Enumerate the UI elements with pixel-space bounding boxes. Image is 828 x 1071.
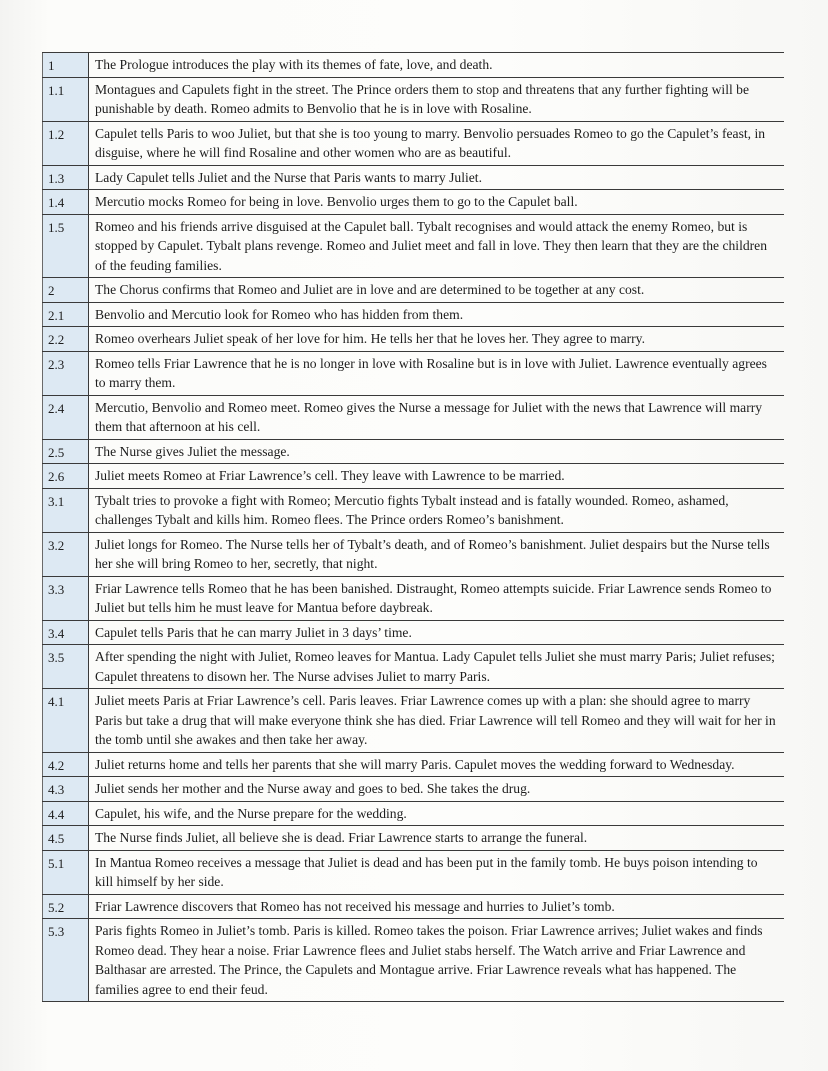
scene-summary: The Prologue introduces the play with its themes of fate, love, and death. [95,57,493,72]
scene-number: 1.4 [42,190,89,214]
table-row [42,278,784,303]
table-row [42,919,784,1002]
table-row [42,440,784,465]
scene-number: 4.1 [42,689,89,752]
scene-summary: The Nurse gives Juliet the message. [95,443,290,459]
table-row [42,53,784,78]
table-row [42,464,784,489]
table-row [42,777,784,802]
table-row [42,396,784,440]
table-row [42,689,784,753]
table-row [42,352,784,396]
table-row [42,753,784,778]
scene-number: 2.1 [42,303,89,327]
table-row [42,122,784,166]
scene-number: 2.6 [42,464,89,488]
table-row [42,851,784,895]
scene-summary: Capulet tells Paris that he can marry Juliet in 3 days’ time. [95,624,412,640]
scene-summary: Juliet longs for Romeo. The Nurse tells her of Tybalt’s death, and of Romeo’s banishment. Juliet despairs but the Nurse tells her she will bring Romeo to her, secretly, that night. [95,536,770,571]
scene-number: 2.5 [42,440,89,464]
scene-summary: Friar Lawrence tells Romeo that he has been banished. Distraught, Romeo attempts suicide. Friar Lawrence sends Romeo to Juliet but tells him he must leave for Mantua before daybreak. [95,580,772,615]
scene-summary: The Nurse finds Juliet, all believe she is dead. Friar Lawrence starts to arrange the funeral. [95,830,588,845]
table-row [42,78,784,122]
table-row [42,802,784,827]
scene-number: 4.3 [42,777,89,801]
scene-summary: Friar Lawrence discovers that Romeo has not received his message and hurries to Juliet’s tomb. [95,898,615,914]
scene-summary-table [42,52,784,1002]
table-row [42,215,784,279]
scene-number: 4.2 [42,753,89,777]
scene-number: 1.1 [42,78,89,121]
scene-number: 1.5 [42,215,89,278]
scene-summary: Benvolio and Mercutio look for Romeo who has hidden from them. [95,306,464,322]
scene-number: 2.2 [42,327,89,351]
scene-number: 2.3 [42,352,89,395]
scene-number: 3.1 [42,489,89,532]
scene-number: 5.1 [42,851,89,894]
table-row [42,577,784,621]
scene-summary: Mercutio, Benvolio and Romeo meet. Romeo gives the Nurse a message for Juliet with the news that Lawrence will marry them that afternoon at his cell. [95,399,763,434]
table-row [42,327,784,352]
scene-summary: In Mantua Romeo receives a message that Juliet is dead and has been put in the family tomb. He buys poison intending to kill himself by her side. [95,854,758,889]
scene-number: 2 [42,278,89,302]
scene-number: 1.2 [42,122,89,165]
scene-number: 4.5 [42,826,89,850]
scene-number: 3.4 [42,621,89,645]
scene-summary: Juliet returns home and tells her parents that she will marry Paris. Capulet moves the wedding forward to Wednesday. [95,756,735,772]
table-row [42,645,784,689]
scene-summary: The Chorus confirms that Romeo and Juliet are in love and are determined to be together at any cost. [95,282,645,297]
scene-summary: Juliet meets Paris at Friar Lawrence’s cell. Paris leaves. Friar Lawrence comes up with a plan: she should agree to marry Paris but take a drug that will make everyone think she has died. Friar Lawrence will tell Romeo and they will wait for her in the tomb until she awakes and then take her away. [95,693,776,747]
scene-number: 2.4 [42,396,89,439]
scene-summary: Juliet sends her mother and the Nurse away and goes to bed. She takes the drug. [95,781,531,796]
scene-summary: Lady Capulet tells Juliet and the Nurse that Paris wants to marry Juliet. [95,169,482,185]
scene-summary: Tybalt tries to provoke a fight with Romeo; Mercutio fights Tybalt instead and is fatally wounded. Romeo, ashamed, challenges Tybalt and kills him. Romeo flees. The Prince orders Romeo’s banishment. [95,492,729,527]
scene-summary: Romeo and his friends arrive disguised at the Capulet ball. Tybalt recognises and would attack the enemy Romeo, but is stopped by Capulet. Tybalt plans revenge. Romeo and Juliet meet and fall in love. They then learn that they are the children of the feuding families. [95,218,767,273]
scene-number: 3.3 [42,577,89,620]
table-row [42,533,784,577]
table-row [42,166,784,191]
table-row [42,489,784,533]
scene-summary: Romeo overhears Juliet speak of her love for him. He tells her that he loves her. They agree to marry. [95,331,645,346]
scene-summary: After spending the night with Juliet, Romeo leaves for Mantua. Lady Capulet tells Juliet she must marry Paris; Juliet refuses; Capulet threatens to disown her. The Nurse advises Juliet to marry Paris. [95,649,775,684]
scene-summary: Capulet, his wife, and the Nurse prepare for the wedding. [95,805,407,821]
scene-summary: Capulet tells Paris to woo Juliet, but that she is too young to marry. Benvolio persuades Romeo to go the Capulet’s feast, in disguise, where he will find Rosaline and other women who are as beautiful. [95,125,766,160]
scene-summary: Juliet meets Romeo at Friar Lawrence’s cell. They leave with Lawrence to be married. [95,468,565,483]
scene-number: 5.3 [42,919,89,1001]
table-row [42,895,784,920]
table-row [42,190,784,215]
table-row [42,303,784,328]
scene-number: 3.5 [42,645,89,688]
scene-summary: Romeo tells Friar Lawrence that he is no longer in love with Rosaline but is in love with Juliet. Lawrence eventually agrees to marry them. [95,355,767,390]
scene-summary: Mercutio mocks Romeo for being in love. Benvolio urges them to go to the Capulet ball. [95,194,578,209]
table-row [42,826,784,851]
scene-summary: Montagues and Capulets fight in the street. The Prince orders them to stop and threatens that any further fighting will be punishable by death. Romeo admits to Benvolio that he is in love with Rosaline. [95,81,749,116]
scene-number: 1.3 [42,166,89,190]
scene-number: 4.4 [42,802,89,826]
scene-number: 5.2 [42,895,89,919]
scene-number: 1 [42,53,89,77]
table-row [42,621,784,646]
scene-number: 3.2 [42,533,89,576]
scene-summary: Paris fights Romeo in Juliet’s tomb. Paris is killed. Romeo takes the poison. Friar Lawrence arrives; Juliet wakes and finds Romeo dead. They hear a noise. Friar Lawrence flees and Juliet stabs herself. The Watch arrive and Friar Lawrence and Balthasar are arrested. The Prince, the Capulets and Montague arrive. Friar Lawrence reveals what has happened. The families agree to end their feud. [95,923,763,997]
